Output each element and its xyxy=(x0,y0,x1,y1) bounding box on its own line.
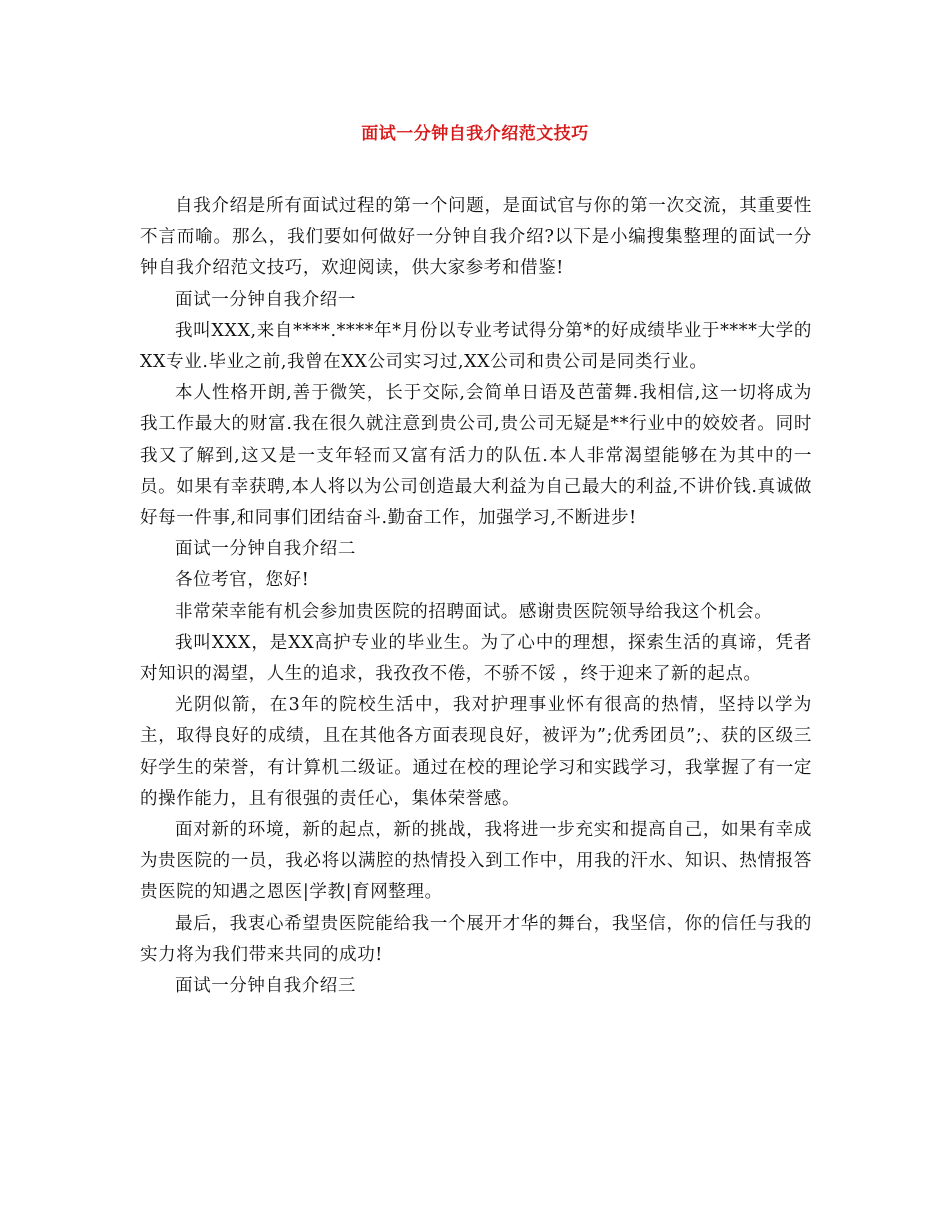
section-heading-2: 面试一分钟自我介绍二 xyxy=(175,539,356,560)
section-heading-3: 面试一分钟自我介绍三 xyxy=(175,976,356,997)
paragraph: 本人性格开朗,善于微笑，长于交际,会简单日语及芭蕾舞.我相信,这一切将成为我工作最大的财富.我在很久就注意到贵公司,贵公司无疑是**行业中的姣姣者。同时我又了解到,这又是一支年轻而又富有活力的队伍.本人非常渴望能够在为其中的一员。如果有幸获聘,本人将以为公司创造最大利益为自己最大的利益,不讲价钱.真诚做好每一件事,和同事们团结奋斗.勤奋工作，加强学习,不断进步! xyxy=(140,383,812,529)
paragraph: 面对新的环境，新的起点，新的挑战，我将进一步充实和提高自己，如果有幸成为贵医院的一员，我必将以满腔的热情投入到工作中，用我的汗水、知识、热情报答贵医院的知遇之恩医|学教|育网整理。 xyxy=(140,820,812,903)
paragraph: 光阴似箭，在3年的院校生活中，我对护理事业怀有很高的热情，坚持以学为主，取得良好的成绩，且在其他各方面表现良好，被评为”;优秀团员”;、获的区级三好学生的荣誉，有计算机二级证。通过在校的理论学习和实践学习，我掌握了有一定的操作能力，且有很强的责任心，集体荣誉感。 xyxy=(140,695,812,809)
paragraph: 各位考官，您好! xyxy=(175,570,310,591)
section-heading-1: 面试一分钟自我介绍一 xyxy=(175,289,356,310)
document-title: 面试一分钟自我介绍范文技巧 xyxy=(361,124,589,144)
paragraph: 非常荣幸能有机会参加贵医院的招聘面试。感谢贵医院领导给我这个机会。 xyxy=(175,601,773,622)
paragraph: 我叫XXX，是XX高护专业的毕业生。为了心中的理想，探索生活的真谛，凭者对知识的渴望，人生的追求，我孜孜不倦，不骄不馁 ，终于迎来了新的起点。 xyxy=(140,632,812,685)
intro-paragraph: 自我介绍是所有面试过程的第一个问题，是面试官与你的第一次交流，其重要性不言而喻。那么，我们要如何做好一分钟自我介绍?以下是小编搜集整理的面试一分钟自我介绍范文技巧，欢迎阅读，供大家参考和借鉴! xyxy=(140,196,812,279)
paragraph: 我叫XXX,来自****.****年*月份以专业考试得分第*的好成绩毕业于****大学的XX专业.毕业之前,我曾在XX公司实习过,XX公司和贵公司是同类行业。 xyxy=(140,320,812,373)
paragraph: 最后，我衷心希望贵医院能给我一个展开才华的舞台，我坚信，你的信任与我的实力将为我们带来共同的成功! xyxy=(140,913,812,965)
document-body xyxy=(140,191,812,1002)
